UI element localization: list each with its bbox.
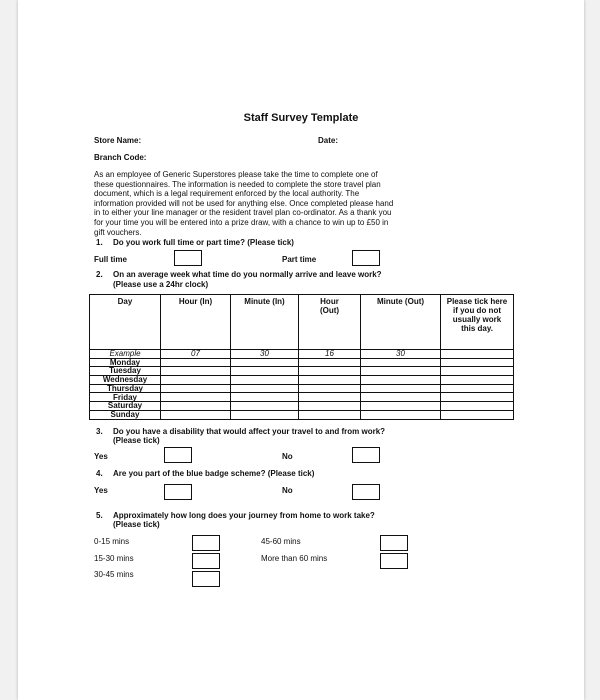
hour-in-cell[interactable]	[161, 367, 231, 376]
hour-in-cell[interactable]	[161, 393, 231, 402]
day-cell: Sunday	[90, 410, 161, 419]
document-page	[18, 0, 584, 700]
not-working-tick-cell[interactable]	[441, 393, 514, 402]
minute-in-cell[interactable]	[231, 393, 299, 402]
q3-number: 3.	[96, 427, 103, 436]
q5-30-45-checkbox[interactable]	[192, 571, 220, 587]
day-cell: Thursday	[90, 384, 161, 393]
minute-in-cell[interactable]	[231, 384, 299, 393]
day-cell: Saturday	[90, 402, 161, 411]
table-row	[90, 393, 514, 402]
hour-in-cell[interactable]	[161, 384, 231, 393]
q1-option-part-time-label: Part time	[282, 255, 317, 264]
q5-45-60-checkbox[interactable]	[380, 535, 408, 551]
column-header: Minute (In)	[231, 295, 299, 350]
column-header: Hour (In)	[161, 295, 231, 350]
table-row	[90, 367, 514, 376]
arrival-departure-table	[89, 294, 514, 420]
store-name-label: Store Name:	[94, 136, 142, 145]
column-header: Hour (Out)	[299, 295, 361, 350]
intro-line: As an employee of Generic Superstores please take the time to complete one of	[94, 170, 378, 179]
hour-in-cell[interactable]	[161, 410, 231, 419]
intro-line: in to either your line manager or the resident travel plan co-ordinator. As a thank you	[94, 208, 392, 218]
intro-line: these questionnaires. The information is needed to complete the store travel plan	[94, 179, 381, 189]
hour-out-cell[interactable]	[299, 367, 361, 376]
q2-number: 2.	[96, 270, 103, 279]
minute-out-cell[interactable]	[361, 384, 441, 393]
q5-0-15-checkbox[interactable]	[192, 535, 220, 551]
minute-out-cell[interactable]	[361, 367, 441, 376]
q2-text: On an average week what time do you normally arrive and leave work?	[113, 270, 382, 279]
table-row	[90, 402, 514, 411]
q3-yes-checkbox[interactable]	[164, 447, 192, 463]
q2-subtext: (Please use a 24hr clock)	[113, 280, 209, 289]
intro-line: gift vouchers.	[94, 227, 142, 237]
q3-no-checkbox[interactable]	[352, 447, 380, 463]
q5-number: 5.	[96, 511, 103, 520]
example-minute-in-cell: 30	[231, 350, 299, 359]
q3-subtext: (Please tick)	[113, 436, 160, 445]
minute-out-cell[interactable]	[361, 410, 441, 419]
example-row	[90, 350, 514, 359]
page-title: Staff Survey Template	[243, 112, 359, 124]
example-hour-in-cell: 07	[161, 350, 231, 359]
q1-part-time-checkbox[interactable]	[352, 250, 380, 266]
hour-out-cell[interactable]	[299, 402, 361, 411]
q1-option-full-time-label: Full time	[94, 255, 127, 264]
q3-text: Do you have a disability that would affect your travel to and from work?	[113, 427, 386, 436]
day-cell: Wednesday	[90, 376, 161, 385]
hour-in-cell[interactable]	[161, 376, 231, 385]
minute-in-cell[interactable]	[231, 376, 299, 385]
intro-line: information provided will not be used for anything else. Once completed please hand	[94, 198, 394, 208]
q4-number: 4.	[96, 469, 103, 478]
q5-text: Approximately how long does your journey from home to work take?	[113, 511, 375, 520]
column-header: Please tick here if you do not usually work this day.	[441, 295, 514, 350]
table-row	[90, 376, 514, 385]
minute-in-cell[interactable]	[231, 358, 299, 367]
q4-yes-checkbox[interactable]	[164, 484, 192, 500]
minute-out-cell[interactable]	[361, 402, 441, 411]
not-working-tick-cell[interactable]	[441, 358, 514, 367]
minute-out-cell[interactable]	[361, 358, 441, 367]
minute-in-cell[interactable]	[231, 410, 299, 419]
q1-full-time-checkbox[interactable]	[174, 250, 202, 266]
q1-number: 1.	[96, 238, 103, 247]
q5-option-45-60-label: 45-60 mins	[261, 537, 301, 546]
day-cell: Monday	[90, 358, 161, 367]
q5-option-30-45-label: 30-45 mins	[94, 570, 134, 579]
example-minute-out-cell: 30	[361, 350, 441, 359]
not-working-tick-cell[interactable]	[441, 402, 514, 411]
not-working-tick-cell[interactable]	[441, 376, 514, 385]
minute-in-cell[interactable]	[231, 402, 299, 411]
hour-out-cell[interactable]	[299, 376, 361, 385]
q4-no-checkbox[interactable]	[352, 484, 380, 500]
column-header: Day	[90, 295, 161, 350]
hour-in-cell[interactable]	[161, 358, 231, 367]
minute-out-cell[interactable]	[361, 376, 441, 385]
table-header-row	[90, 295, 514, 350]
q5-option-15-30-label: 15-30 mins	[94, 554, 134, 563]
not-working-tick-cell[interactable]	[441, 384, 514, 393]
table-row	[90, 358, 514, 367]
q5-15-30-checkbox[interactable]	[192, 553, 220, 569]
intro-paragraph	[94, 170, 504, 237]
hour-in-cell[interactable]	[161, 402, 231, 411]
day-cell: Friday	[90, 393, 161, 402]
table-row	[90, 384, 514, 393]
hour-out-cell[interactable]	[299, 358, 361, 367]
minute-out-cell[interactable]	[361, 393, 441, 402]
intro-line: document, which is a legal requirement enforced by the local authority. The	[94, 189, 360, 199]
date-label: Date:	[318, 136, 339, 145]
example-hour-out-cell: 16	[299, 350, 361, 359]
not-working-tick-cell[interactable]	[441, 367, 514, 376]
minute-in-cell[interactable]	[231, 367, 299, 376]
q4-text: Are you part of the blue badge scheme? (Please tick)	[113, 469, 315, 478]
column-header: Minute (Out)	[361, 295, 441, 350]
q5-subtext: (Please tick)	[113, 520, 160, 529]
day-cell: Tuesday	[90, 367, 161, 376]
q3-option-no-label: No	[282, 452, 293, 461]
q5-more-60-checkbox[interactable]	[380, 553, 408, 569]
branch-code-label: Branch Code:	[94, 153, 147, 162]
q4-option-no-label: No	[282, 486, 293, 495]
q1-text: Do you work full time or part time? (Please tick)	[113, 238, 294, 247]
hour-out-cell[interactable]	[299, 393, 361, 402]
q5-option-0-15-label: 0-15 mins	[94, 537, 130, 546]
hour-out-cell[interactable]	[299, 410, 361, 419]
example-day-cell: Example	[90, 350, 161, 359]
q5-option-more-60-label: More than 60 mins	[261, 554, 328, 563]
intro-line: for your time you will be entered into a prize draw, with a chance to win up to £50 in	[94, 217, 389, 227]
not-working-tick-cell[interactable]	[441, 410, 514, 419]
example-tick-cell	[441, 350, 514, 359]
q4-option-yes-label: Yes	[94, 486, 108, 495]
q3-option-yes-label: Yes	[94, 452, 108, 461]
hour-out-cell[interactable]	[299, 384, 361, 393]
table-row	[90, 410, 514, 419]
